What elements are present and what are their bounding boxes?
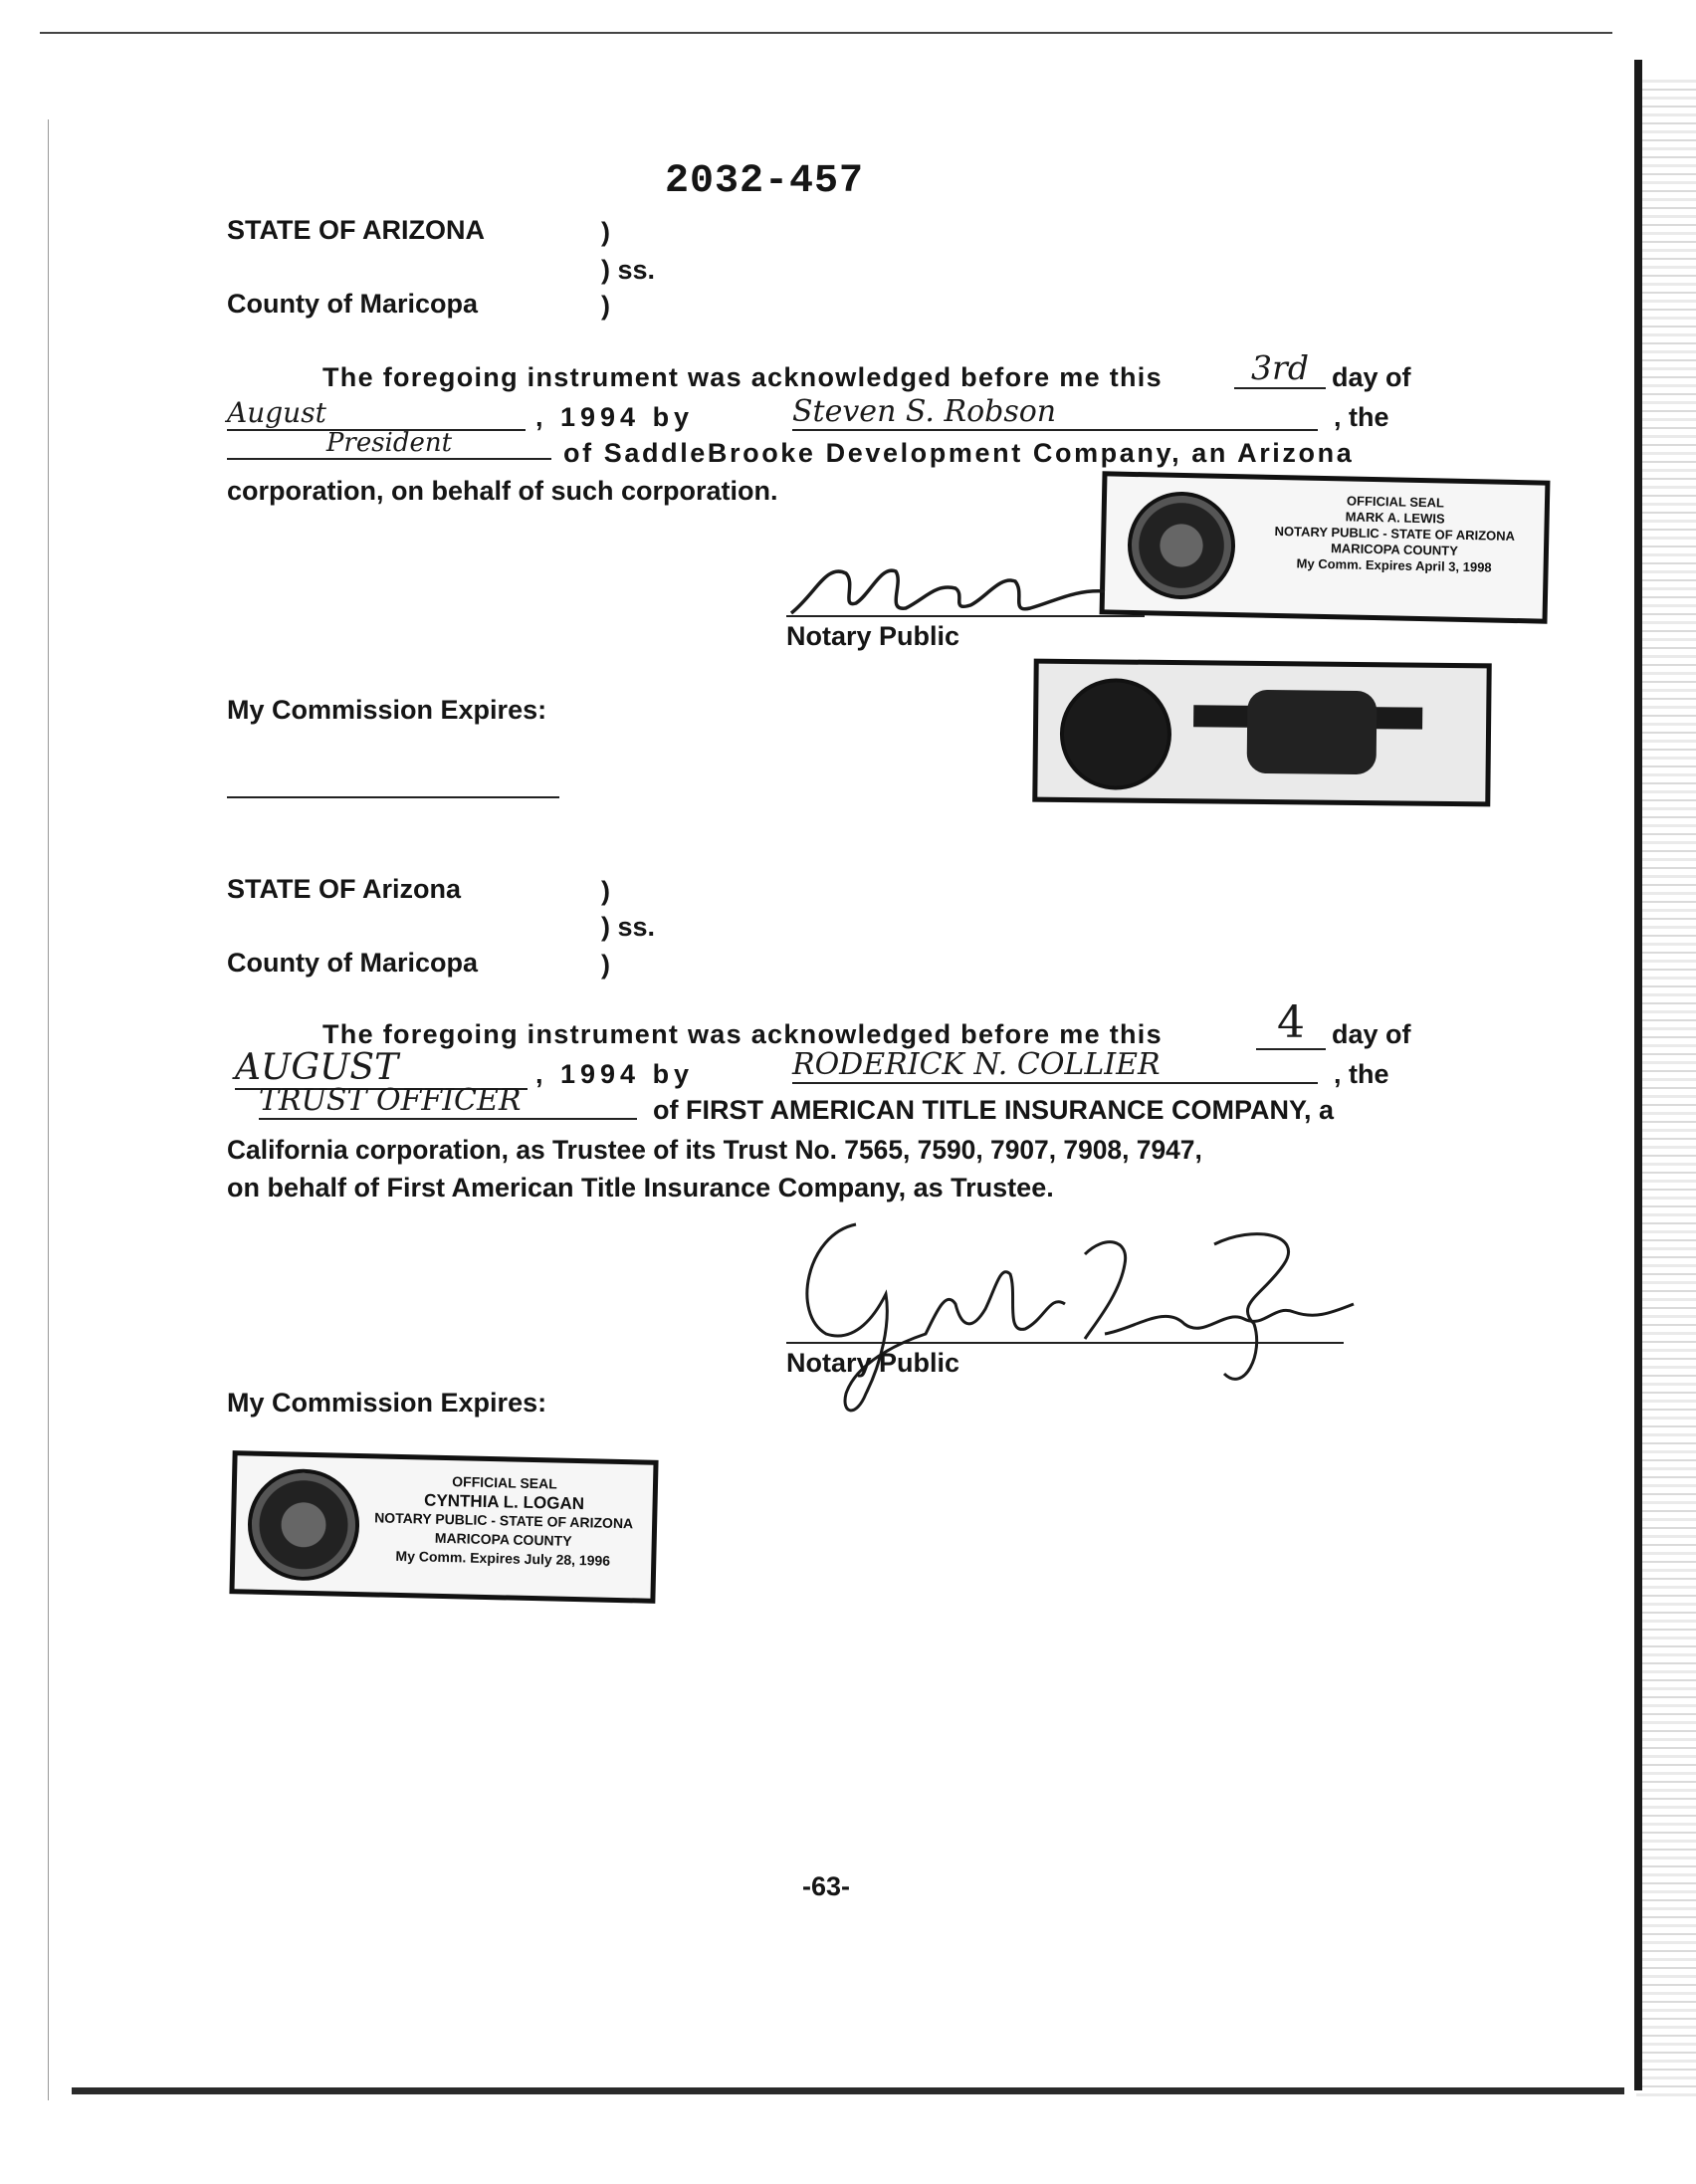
commission-label-1: My Commission Expires: xyxy=(227,695,547,725)
seal1-line-4: MARICOPA COUNTY xyxy=(1330,541,1459,558)
seal3-line-3: NOTARY PUBLIC - STATE OF ARIZONA xyxy=(374,1509,634,1532)
ack-line3-1: of SaddleBrooke Development Company, an Arizona xyxy=(563,438,1355,468)
notary-public-label-2: Notary Public xyxy=(786,1348,960,1378)
venue-paren-2c: ) xyxy=(601,950,610,980)
ss-label-2: ) ss. xyxy=(601,912,656,942)
ack-line4-2: California corporation, as Trustee of its Trust No. 7565, 7590, 7907, 7908, 7947, xyxy=(227,1135,1202,1165)
scan-edge-left xyxy=(48,119,49,2100)
ack-name-1: Steven S. Robson xyxy=(792,394,1318,431)
notary-signature-2 xyxy=(786,1195,1364,1423)
ack-month-2: AUGUST xyxy=(235,1047,528,1090)
scan-edge-right xyxy=(1634,60,1642,2090)
ack-day-2: 4 xyxy=(1256,997,1326,1050)
scan-edge-top xyxy=(40,32,1612,34)
seal3-line-2: CYNTHIA L. LOGAN xyxy=(423,1490,585,1514)
scan-edge-bottom xyxy=(72,2087,1624,2094)
seal-emblem-3 xyxy=(247,1468,361,1583)
ack-month-1: August xyxy=(227,396,526,431)
seal3-line-5: My Comm. Expires July 28, 1996 xyxy=(395,1547,611,1569)
county-label-2: County of Maricopa xyxy=(227,948,479,978)
commission-line-1 xyxy=(227,796,559,798)
ack-title-2: TRUST OFFICER xyxy=(259,1083,637,1120)
year-by-1: , 1994 by xyxy=(535,402,695,432)
seal1-line-3: NOTARY PUBLIC - STATE OF ARIZONA xyxy=(1274,523,1516,544)
ack-name-2: RODERICK N. COLLIER xyxy=(792,1047,1318,1084)
seal-smudge xyxy=(1247,690,1378,774)
document-number: 2032-457 xyxy=(665,159,865,204)
seal3-line-1: OFFICIAL SEAL xyxy=(452,1473,557,1492)
ack-line3-2: of FIRST AMERICAN TITLE INSURANCE COMPANY, a xyxy=(653,1095,1335,1125)
ack-text-2: The foregoing instrument was acknowledged before me this xyxy=(322,1019,1163,1049)
county-label-1: County of Maricopa xyxy=(227,289,479,319)
state-label-1: STATE OF ARIZONA xyxy=(227,215,485,245)
seal-emblem-1 xyxy=(1127,491,1236,600)
scan-noise-right xyxy=(1636,80,1696,2100)
state-label-2: STATE OF Arizona xyxy=(227,874,461,904)
venue-paren-1a: ) xyxy=(601,217,610,247)
notary-seal-3 xyxy=(229,1450,658,1604)
notary-public-label-1: Notary Public xyxy=(786,621,960,651)
notary-seal-1 xyxy=(1100,471,1551,623)
year-by-2: , 1994 by xyxy=(535,1059,695,1089)
ack-line5-2: on behalf of First American Title Insurance Company, as Trustee. xyxy=(227,1173,1054,1202)
seal-emblem-2 xyxy=(1059,678,1171,790)
ack-title-1: President xyxy=(227,428,551,460)
seal1-line-1: OFFICIAL SEAL xyxy=(1346,493,1445,511)
ack-day-1: 3rd xyxy=(1234,348,1326,389)
the-1: , the xyxy=(1334,402,1389,432)
venue-paren-2a: ) xyxy=(601,876,610,906)
ss-label-1: ) ss. xyxy=(601,255,656,285)
day-of-1: day of xyxy=(1332,362,1411,392)
day-of-2: day of xyxy=(1332,1019,1411,1049)
seal1-line-5: My Comm. Expires April 3, 1998 xyxy=(1296,555,1492,575)
seal3-line-4: MARICOPA COUNTY xyxy=(434,1529,572,1549)
ack-line4-1: corporation, on behalf of such corporation. xyxy=(227,476,778,506)
venue-paren-1c: ) xyxy=(601,291,610,321)
seal1-line-2: MARK A. LEWIS xyxy=(1345,509,1445,527)
the-2: , the xyxy=(1334,1059,1389,1089)
commission-label-2: My Commission Expires: xyxy=(227,1388,547,1418)
notary-seal-2 xyxy=(1032,659,1491,807)
page-number: -63- xyxy=(802,1871,851,1901)
ack-text-1: The foregoing instrument was acknowledged before me this xyxy=(322,362,1163,392)
